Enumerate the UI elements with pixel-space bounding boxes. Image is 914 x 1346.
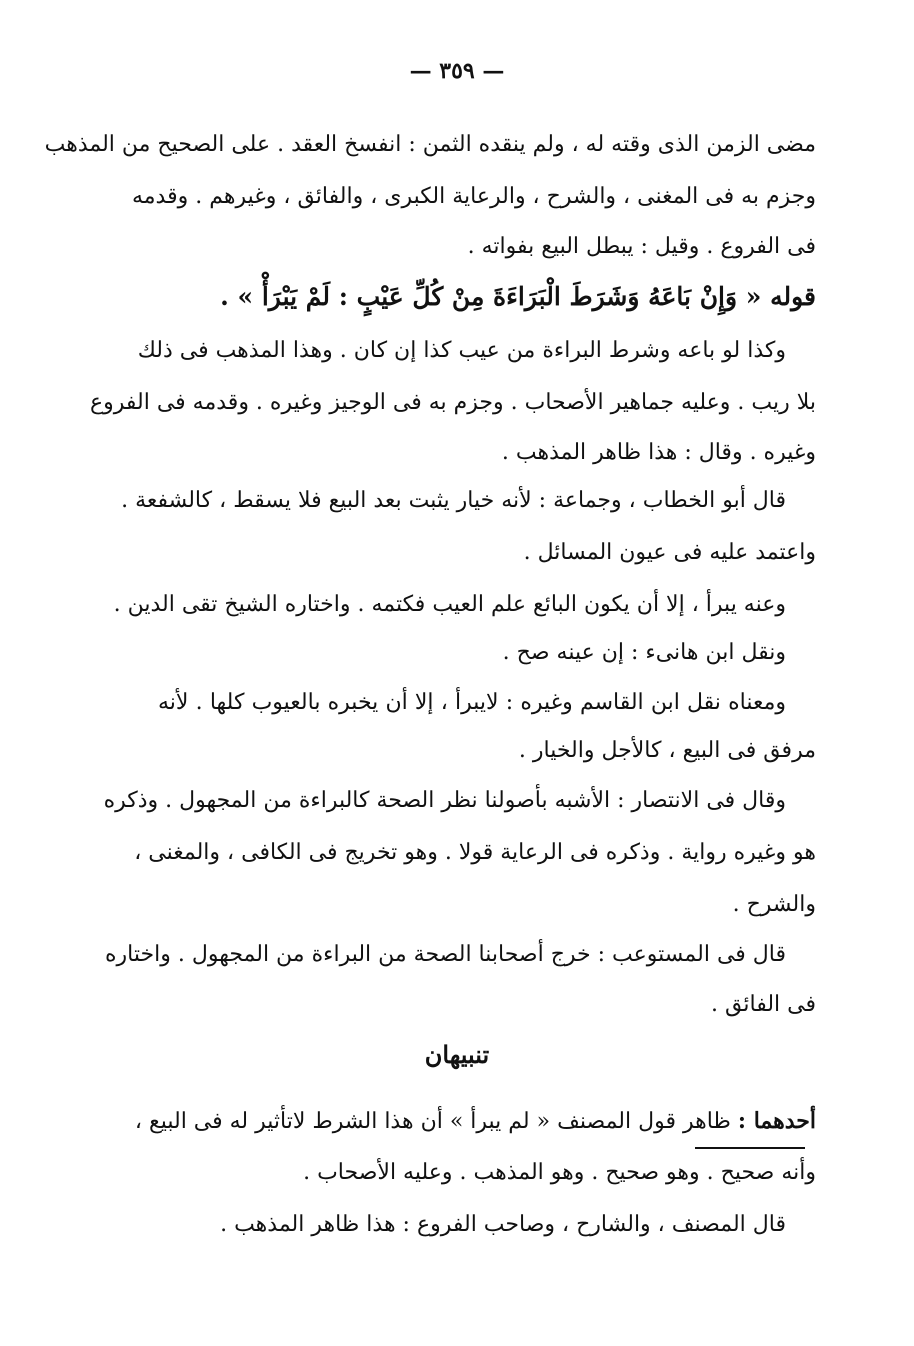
text-line: بلا ريب . وعليه جماهير الأصحاب . وجزم به فى الوجيز وغيره . وقدمه فى الفروع [90, 390, 816, 415]
page-number: — ٣٥٩ — [409, 58, 505, 84]
text-line: هو وغيره رواية . وذكره فى الرعاية قولا . وهو تخريج فى الكافى ، والمغنى ، [134, 840, 816, 865]
text-line: وقال فى الانتصار : الأشبه بأصولنا نظر الصحة كالبراءة من المجهول . وذكره [103, 788, 786, 813]
text-line: مرفق فى البيع ، كالأجل والخيار . [518, 738, 816, 763]
text-line: والشرح . [732, 892, 816, 917]
underline-rule [695, 1147, 805, 1149]
text-line: ونقل ابن هانىء : إن عينه صح . [502, 640, 786, 665]
text-line: مضى الزمن الذى وقته له ، ولم ينقده الثمن : انفسخ العقد . على الصحيح من المذهب [44, 132, 816, 157]
text-line: قال أبو الخطاب ، وجماعة : لأنه خيار يثبت بعد البيع فلا يسقط ، كالشفعة . [121, 488, 786, 513]
section-heading: تنبيهان [424, 1040, 490, 1069]
text-line: وأنه صحيح . وهو صحيح . وهو المذهب . وعليه الأصحاب . [303, 1160, 816, 1185]
text-line: وكذا لو باعه وشرط البراءة من عيب كذا إن كان . وهذا المذهب فى ذلك [137, 338, 786, 363]
text-span: ظاهر قول المصنف « لم يبرأ » أن هذا الشرط لاتأثير له فى البيع ، [134, 1109, 738, 1134]
text-line: قال المصنف ، والشارح ، وصاحب الفروع : هذا ظاهر المذهب . [220, 1212, 786, 1237]
text-line [134, 1106, 816, 1137]
text-line: وجزم به فى المغنى ، والشرح ، والرعاية الكبرى ، والفائق ، وغيرهم . وقدمه [131, 184, 816, 209]
text-line: وعنه يبرأ ، إلا أن يكون البائع علم العيب فكتمه . واختاره الشيخ تقى الدين . [113, 592, 786, 617]
text-line: ومعناه نقل ابن القاسم وغيره : لايبرأ ، إلا أن يخبره بالعيوب كلها . لأنه [158, 690, 786, 715]
text-line: وغيره . وقال : هذا ظاهر المذهب . [501, 440, 816, 465]
text-line: فى الفروع . وقيل : يبطل البيع بفواته . [467, 234, 816, 259]
text-line: قال فى المستوعب : خرج أصحابنا الصحة من البراءة من المجهول . واختاره [105, 942, 786, 967]
quoted-statement: قوله « وَإِنْ بَاعَهُ وَشَرَطَ الْبَرَاءَةَ مِنْ كُلِّ عَيْبٍ : لَمْ يَبْرَأْ » . [220, 282, 816, 311]
text-line: واعتمد عليه فى عيون المسائل . [523, 540, 816, 565]
text-line: فى الفائق . [711, 992, 816, 1017]
lead-word: أحدهما : [737, 1108, 816, 1134]
